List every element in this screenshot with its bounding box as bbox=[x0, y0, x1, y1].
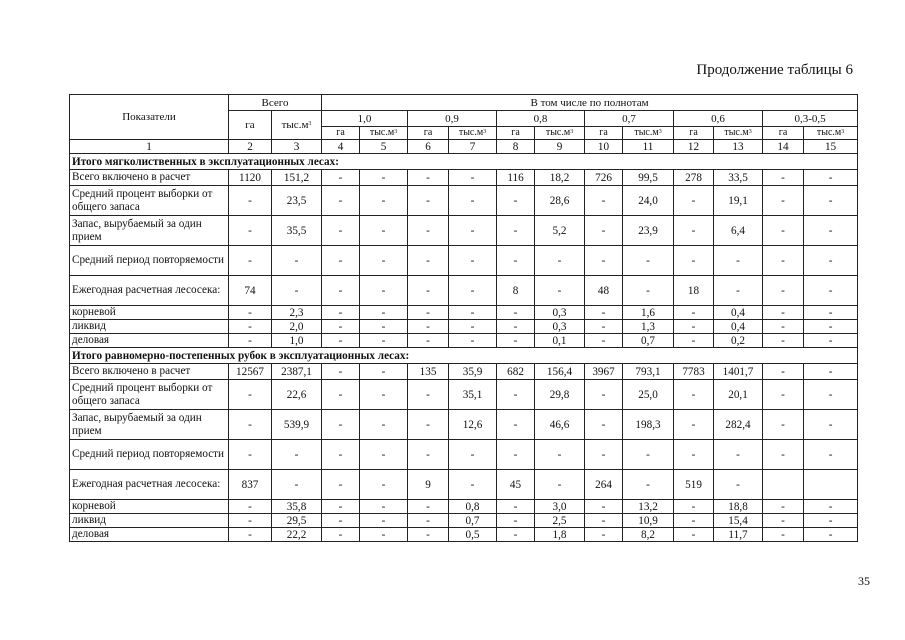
table-cell: 3967 bbox=[585, 364, 623, 380]
table-cell: 7783 bbox=[674, 364, 714, 380]
table-cell: - bbox=[585, 514, 623, 528]
table-cell: 18,8 bbox=[714, 500, 763, 514]
table-cell: - bbox=[449, 440, 497, 470]
table-cell: - bbox=[360, 306, 408, 320]
table-cell: - bbox=[497, 216, 535, 246]
table-cell: - bbox=[497, 514, 535, 528]
table-cell: - bbox=[229, 500, 272, 514]
table-cell: 28,6 bbox=[535, 186, 585, 216]
column-number: 3 bbox=[272, 140, 322, 154]
table-cell: - bbox=[229, 528, 272, 542]
table-cell: - bbox=[360, 470, 408, 500]
table-cell: 24,0 bbox=[623, 186, 674, 216]
table-cell: - bbox=[804, 380, 858, 410]
table-cell: - bbox=[408, 528, 449, 542]
table-cell: 0,1 bbox=[535, 334, 585, 348]
table-cell: - bbox=[763, 306, 804, 320]
table-cell: 135 bbox=[408, 364, 449, 380]
row-label: Ежегодная расчетная лесосека: bbox=[70, 276, 229, 306]
row-label: Средний процент выборки от общего запаса bbox=[70, 186, 229, 216]
column-number: 12 bbox=[674, 140, 714, 154]
table-cell: - bbox=[585, 440, 623, 470]
table-cell: - bbox=[804, 528, 858, 542]
header-density-3: 0,8 bbox=[497, 111, 585, 127]
row-label: корневой bbox=[70, 306, 229, 320]
table-cell: 1,6 bbox=[623, 306, 674, 320]
table-cell: 22,6 bbox=[272, 380, 322, 410]
table-cell: - bbox=[763, 410, 804, 440]
table-cell: 18 bbox=[674, 276, 714, 306]
table-cell: 74 bbox=[229, 276, 272, 306]
table-caption: Продолжение таблицы 6 bbox=[696, 62, 853, 78]
subheader-volume: $тыс.м^3$ bbox=[360, 127, 408, 140]
table-cell: - bbox=[449, 216, 497, 246]
row-label: Ежегодная расчетная лесосека: bbox=[70, 470, 229, 500]
row-label: Запас, вырубаемый за один прием bbox=[70, 410, 229, 440]
table-cell: 278 bbox=[674, 170, 714, 186]
subheader-ha: га bbox=[585, 127, 623, 140]
table-cell: - bbox=[497, 320, 535, 334]
table-cell: - bbox=[322, 470, 360, 500]
table-cell: 0,7 bbox=[623, 334, 674, 348]
table-cell: 2,3 bbox=[272, 306, 322, 320]
table-cell: - bbox=[763, 170, 804, 186]
table-cell: - bbox=[408, 410, 449, 440]
table-cell: 12,6 bbox=[449, 410, 497, 440]
table-cell: - bbox=[322, 320, 360, 334]
table-cell: - bbox=[360, 246, 408, 276]
table-cell: - bbox=[763, 528, 804, 542]
table-cell: - bbox=[408, 306, 449, 320]
table-row bbox=[70, 320, 858, 334]
column-number: 11 bbox=[623, 140, 674, 154]
table-cell: - bbox=[585, 246, 623, 276]
table-cell: - bbox=[804, 276, 858, 306]
table-cell: 1,0 bbox=[272, 334, 322, 348]
row-label: Всего включено в расчет bbox=[70, 364, 229, 380]
table-cell: - bbox=[585, 186, 623, 216]
table-cell: - bbox=[535, 276, 585, 306]
column-number: 5 bbox=[360, 140, 408, 154]
table-cell: 682 bbox=[497, 364, 535, 380]
table-cell: - bbox=[229, 514, 272, 528]
table-cell: - bbox=[360, 320, 408, 334]
table-cell: - bbox=[229, 246, 272, 276]
table-cell: - bbox=[585, 320, 623, 334]
table-cell: - bbox=[585, 334, 623, 348]
table-cell: - bbox=[804, 440, 858, 470]
table-cell: 11,7 bbox=[714, 528, 763, 542]
table-cell: - bbox=[322, 380, 360, 410]
table-cell: 29,8 bbox=[535, 380, 585, 410]
table-cell: - bbox=[497, 500, 535, 514]
table-cell: 519 bbox=[674, 470, 714, 500]
table-cell: - bbox=[229, 440, 272, 470]
table-cell: 2,0 bbox=[272, 320, 322, 334]
table-cell: - bbox=[763, 364, 804, 380]
table-cell: - bbox=[674, 246, 714, 276]
table-cell: - bbox=[714, 246, 763, 276]
table-cell: - bbox=[272, 276, 322, 306]
table-cell: 0,8 bbox=[449, 500, 497, 514]
column-number: 4 bbox=[322, 140, 360, 154]
table-cell: - bbox=[714, 276, 763, 306]
table-cell: - bbox=[763, 380, 804, 410]
table-cell: - bbox=[585, 528, 623, 542]
column-number: 13 bbox=[714, 140, 763, 154]
table-cell: - bbox=[674, 380, 714, 410]
table-row bbox=[70, 410, 858, 440]
table-cell: 9 bbox=[408, 470, 449, 500]
table-cell: - bbox=[763, 440, 804, 470]
table-cell: - bbox=[763, 276, 804, 306]
table-cell: - bbox=[408, 500, 449, 514]
table-cell: - bbox=[674, 528, 714, 542]
table-row bbox=[70, 246, 858, 276]
row-label: корневой bbox=[70, 500, 229, 514]
table-cell: 20,1 bbox=[714, 380, 763, 410]
table-cell: 48 bbox=[585, 276, 623, 306]
table-cell: - bbox=[322, 364, 360, 380]
table-cell: - bbox=[804, 334, 858, 348]
table-cell: - bbox=[585, 410, 623, 440]
table-cell: - bbox=[449, 170, 497, 186]
table-cell: - bbox=[623, 276, 674, 306]
table-cell: - bbox=[497, 334, 535, 348]
table-cell: 22,2 bbox=[272, 528, 322, 542]
column-number: 2 bbox=[229, 140, 272, 154]
table-cell: - bbox=[229, 410, 272, 440]
table-cell: 35,5 bbox=[272, 216, 322, 246]
subheader-volume: $тыс.м^3$ bbox=[714, 127, 763, 140]
table-cell: - bbox=[674, 334, 714, 348]
table-cell: - bbox=[408, 276, 449, 306]
table-cell: - bbox=[674, 320, 714, 334]
row-label: ликвид bbox=[70, 320, 229, 334]
table-row bbox=[70, 528, 858, 542]
table-cell: - bbox=[535, 246, 585, 276]
table-cell: - bbox=[674, 514, 714, 528]
table-cell: 1,8 bbox=[535, 528, 585, 542]
table-cell: - bbox=[804, 320, 858, 334]
table-cell: - bbox=[714, 440, 763, 470]
table-cell: 35,8 bbox=[272, 500, 322, 514]
table-cell: - bbox=[449, 306, 497, 320]
table-cell: - bbox=[360, 216, 408, 246]
table-row bbox=[70, 364, 858, 380]
table-cell: 116 bbox=[497, 170, 535, 186]
table-cell: 0,7 bbox=[449, 514, 497, 528]
column-number: 7 bbox=[449, 140, 497, 154]
table-cell: - bbox=[322, 410, 360, 440]
row-label: Средний период повторяемости bbox=[70, 246, 229, 276]
table-cell: - bbox=[804, 410, 858, 440]
table-cell: 10,9 bbox=[623, 514, 674, 528]
table-cell: 35,9 bbox=[449, 364, 497, 380]
header-density-2: 0,9 bbox=[408, 111, 497, 127]
section-title: Итого равномерно-постепенных рубок в эксплуатационных лесах: bbox=[70, 348, 858, 364]
table-cell: - bbox=[804, 500, 858, 514]
table-cell: - bbox=[674, 500, 714, 514]
table-cell: - bbox=[272, 440, 322, 470]
subheader-volume: $тыс.м^3$ bbox=[623, 127, 674, 140]
table-cell: - bbox=[714, 470, 763, 500]
table-cell: - bbox=[408, 514, 449, 528]
table-cell: - bbox=[229, 380, 272, 410]
table-cell: 793,1 bbox=[623, 364, 674, 380]
table-cell: 0,5 bbox=[449, 528, 497, 542]
table-cell: - bbox=[322, 306, 360, 320]
row-label: Запас, вырубаемый за один прием bbox=[70, 216, 229, 246]
table-row bbox=[70, 276, 858, 306]
table-cell: - bbox=[497, 410, 535, 440]
table-cell: - bbox=[272, 246, 322, 276]
header-density-4: 0,7 bbox=[585, 111, 674, 127]
column-number: 15 bbox=[804, 140, 858, 154]
table-row bbox=[70, 216, 858, 246]
table-cell: 1,3 bbox=[623, 320, 674, 334]
table-cell: 29,5 bbox=[272, 514, 322, 528]
table-cell: 0,4 bbox=[714, 320, 763, 334]
table-cell: - bbox=[763, 186, 804, 216]
table-cell: - bbox=[449, 276, 497, 306]
table-cell: 198,3 bbox=[623, 410, 674, 440]
table-cell: - bbox=[497, 528, 535, 542]
header-by-density: В том числе по полнотам bbox=[322, 95, 858, 111]
header-density-1: 1,0 bbox=[322, 111, 408, 127]
table-cell: 6,4 bbox=[714, 216, 763, 246]
table-cell: 1120 bbox=[229, 170, 272, 186]
table-cell: - bbox=[535, 470, 585, 500]
row-label: Средний процент выборки от общего запаса bbox=[70, 380, 229, 410]
table-cell: - bbox=[360, 514, 408, 528]
column-number: 14 bbox=[763, 140, 804, 154]
table-cell: - bbox=[322, 170, 360, 186]
table-cell: - bbox=[585, 380, 623, 410]
table-cell: 0,2 bbox=[714, 334, 763, 348]
table-cell: 8,2 bbox=[623, 528, 674, 542]
header-total-volume: $тыс.м^3$ bbox=[272, 111, 322, 140]
table-cell: 2387,1 bbox=[272, 364, 322, 380]
table-cell: - bbox=[408, 334, 449, 348]
header-indicators: Показатели bbox=[70, 95, 229, 140]
table-cell: - bbox=[497, 306, 535, 320]
table-cell: - bbox=[804, 170, 858, 186]
row-label: Всего включено в расчет bbox=[70, 170, 229, 186]
table-cell: - bbox=[408, 216, 449, 246]
table-cell: - bbox=[360, 364, 408, 380]
table-cell: - bbox=[322, 528, 360, 542]
table-cell: 539,9 bbox=[272, 410, 322, 440]
subheader-ha: га bbox=[497, 127, 535, 140]
table-cell: - bbox=[804, 364, 858, 380]
page-number: 35 bbox=[858, 574, 870, 588]
table-cell: - bbox=[674, 440, 714, 470]
table-cell: 45 bbox=[497, 470, 535, 500]
subheader-volume: $тыс.м^3$ bbox=[535, 127, 585, 140]
table-cell: 151,2 bbox=[272, 170, 322, 186]
table-cell: 0,3 bbox=[535, 320, 585, 334]
table-cell: - bbox=[360, 186, 408, 216]
table-cell: - bbox=[804, 306, 858, 320]
table-cell: - bbox=[674, 306, 714, 320]
table-cell: - bbox=[322, 514, 360, 528]
table-cell: - bbox=[763, 500, 804, 514]
table-cell: - bbox=[408, 246, 449, 276]
table-row bbox=[70, 170, 858, 186]
table-cell: 282,4 bbox=[714, 410, 763, 440]
table-cell: 19,1 bbox=[714, 186, 763, 216]
table-cell: - bbox=[360, 276, 408, 306]
table-cell bbox=[763, 470, 804, 500]
table-cell: 156,4 bbox=[535, 364, 585, 380]
table-cell: 46,6 bbox=[535, 410, 585, 440]
table-cell: - bbox=[272, 470, 322, 500]
table-cell: - bbox=[763, 216, 804, 246]
table-row bbox=[70, 306, 858, 320]
table-cell: 12567 bbox=[229, 364, 272, 380]
table-cell: - bbox=[360, 440, 408, 470]
table-cell: 0,3 bbox=[535, 306, 585, 320]
table-cell: - bbox=[804, 186, 858, 216]
table-cell: 18,2 bbox=[535, 170, 585, 186]
table-cell: - bbox=[449, 320, 497, 334]
table-cell bbox=[804, 470, 858, 500]
table-cell: 13,2 bbox=[623, 500, 674, 514]
table-cell: - bbox=[408, 440, 449, 470]
table-cell: - bbox=[763, 246, 804, 276]
table-row bbox=[70, 440, 858, 470]
column-number: 1 bbox=[70, 140, 229, 154]
table-cell: - bbox=[497, 186, 535, 216]
table-cell: - bbox=[360, 410, 408, 440]
table-cell: - bbox=[322, 276, 360, 306]
table-cell: - bbox=[408, 320, 449, 334]
table-cell: - bbox=[535, 440, 585, 470]
table-cell: 2,5 bbox=[535, 514, 585, 528]
table-cell: - bbox=[229, 334, 272, 348]
table-cell: - bbox=[804, 514, 858, 528]
table-cell: 35,1 bbox=[449, 380, 497, 410]
row-label: ликвид bbox=[70, 514, 229, 528]
table-cell: - bbox=[229, 186, 272, 216]
column-number: 6 bbox=[408, 140, 449, 154]
table-cell: - bbox=[585, 500, 623, 514]
column-number: 9 bbox=[535, 140, 585, 154]
table-cell: - bbox=[449, 334, 497, 348]
table-cell: - bbox=[322, 186, 360, 216]
column-number: 8 bbox=[497, 140, 535, 154]
subheader-ha: га bbox=[763, 127, 804, 140]
table-cell: - bbox=[623, 246, 674, 276]
table-cell: 5,2 bbox=[535, 216, 585, 246]
table-cell: - bbox=[322, 334, 360, 348]
table-cell: 0,4 bbox=[714, 306, 763, 320]
table-cell: - bbox=[360, 380, 408, 410]
table-cell: 3,0 bbox=[535, 500, 585, 514]
subheader-ha: га bbox=[322, 127, 360, 140]
table-cell: - bbox=[623, 440, 674, 470]
table-cell: - bbox=[449, 246, 497, 276]
table-cell: 1401,7 bbox=[714, 364, 763, 380]
table-cell: - bbox=[763, 334, 804, 348]
table-cell: - bbox=[322, 440, 360, 470]
table-cell: 15,4 bbox=[714, 514, 763, 528]
subheader-ha: га bbox=[674, 127, 714, 140]
table-cell: 837 bbox=[229, 470, 272, 500]
section-title: Итого мягколиственных в эксплуатационных лесах: bbox=[70, 154, 858, 170]
table-cell: 99,5 bbox=[623, 170, 674, 186]
row-label: деловая bbox=[70, 334, 229, 348]
table-cell: - bbox=[322, 500, 360, 514]
header-total-ha: га bbox=[229, 111, 272, 140]
table-cell: - bbox=[804, 216, 858, 246]
table-cell: - bbox=[229, 216, 272, 246]
table-cell: 33,5 bbox=[714, 170, 763, 186]
table-cell: - bbox=[408, 170, 449, 186]
data-table bbox=[69, 94, 858, 542]
table-cell: - bbox=[360, 170, 408, 186]
table-cell: - bbox=[408, 186, 449, 216]
row-label: деловая bbox=[70, 528, 229, 542]
table-cell: - bbox=[674, 410, 714, 440]
table-cell: 25,0 bbox=[623, 380, 674, 410]
table-cell: 264 bbox=[585, 470, 623, 500]
table-row bbox=[70, 334, 858, 348]
table-cell: - bbox=[804, 246, 858, 276]
table-cell: - bbox=[360, 334, 408, 348]
header-density-6: 0,3-0,5 bbox=[763, 111, 858, 127]
table-row bbox=[70, 186, 858, 216]
table-cell: - bbox=[408, 380, 449, 410]
table-cell: - bbox=[674, 216, 714, 246]
header-total: Всего bbox=[229, 95, 322, 111]
table-cell: - bbox=[229, 320, 272, 334]
table-cell: 23,5 bbox=[272, 186, 322, 216]
header-density-5: 0,6 bbox=[674, 111, 763, 127]
table-cell: - bbox=[674, 186, 714, 216]
subheader-volume: $тыс.м^3$ bbox=[449, 127, 497, 140]
table-cell: - bbox=[763, 320, 804, 334]
table-row bbox=[70, 380, 858, 410]
column-number: 10 bbox=[585, 140, 623, 154]
table-row bbox=[70, 514, 858, 528]
table-cell: - bbox=[449, 470, 497, 500]
table-cell: - bbox=[623, 470, 674, 500]
table-cell: - bbox=[322, 246, 360, 276]
table-cell: - bbox=[585, 216, 623, 246]
table-row bbox=[70, 470, 858, 500]
table-cell: - bbox=[229, 306, 272, 320]
table-cell: - bbox=[360, 500, 408, 514]
table-cell: 726 bbox=[585, 170, 623, 186]
table-cell: - bbox=[497, 380, 535, 410]
table-cell: - bbox=[449, 186, 497, 216]
table-cell: - bbox=[497, 246, 535, 276]
table-cell: 8 bbox=[497, 276, 535, 306]
row-label: Средний период повторяемости bbox=[70, 440, 229, 470]
table-cell: 23,9 bbox=[623, 216, 674, 246]
subheader-ha: га bbox=[408, 127, 449, 140]
subheader-volume: $тыс.м^3$ bbox=[804, 127, 858, 140]
table-cell: - bbox=[585, 306, 623, 320]
table-cell: - bbox=[763, 514, 804, 528]
table-cell: - bbox=[322, 216, 360, 246]
table-cell: - bbox=[497, 440, 535, 470]
table-row bbox=[70, 500, 858, 514]
table-cell: - bbox=[360, 528, 408, 542]
